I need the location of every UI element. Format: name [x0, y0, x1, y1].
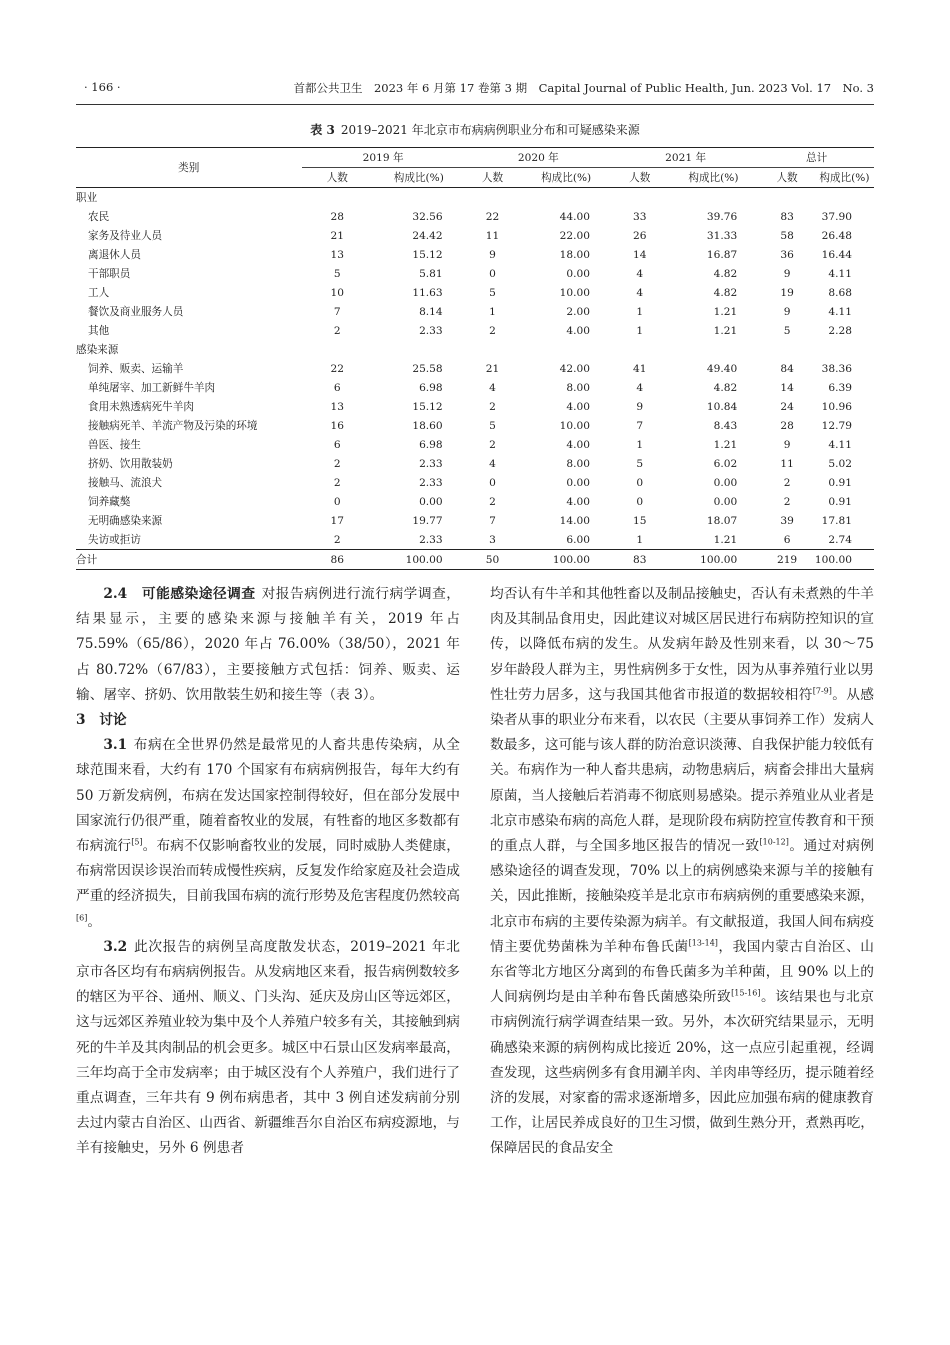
cell: 8.43: [713, 419, 738, 432]
cell: 21: [330, 229, 344, 242]
cell: 7: [333, 305, 341, 318]
cell: 2.28: [828, 324, 852, 337]
cell: 13: [330, 248, 344, 261]
cell: 14: [633, 248, 647, 261]
cell: 22.00: [559, 229, 590, 242]
cell: 0.00: [713, 495, 738, 508]
cell: 37.90: [821, 210, 852, 223]
row-label: 干部职员: [88, 268, 131, 280]
table-title: 2019–2021 年北京市布病病例职业分布和可疑感染来源: [340, 123, 640, 137]
cell: 10.00: [559, 419, 590, 432]
text-column-right: [490, 582, 874, 1162]
cell: 10.84: [706, 400, 738, 413]
cell: 0.00: [566, 267, 590, 280]
cell: 25.58: [412, 362, 443, 375]
row-label: 离退休人员: [88, 249, 141, 261]
cell: 16: [330, 419, 344, 432]
cell: 39.76: [706, 210, 738, 223]
row-label: 合计: [76, 550, 302, 570]
running-header: [76, 80, 874, 100]
col-count: 人数: [759, 168, 815, 188]
citation: [13-14]: [688, 938, 718, 948]
col-count: 人数: [612, 168, 668, 188]
row-label: 饲养、贩卖、运输羊: [88, 363, 184, 375]
cell: 19: [780, 286, 794, 299]
cell: 84: [780, 362, 794, 375]
table-row: [76, 207, 874, 226]
cell: 14: [780, 381, 794, 394]
cell: 2.33: [419, 457, 443, 470]
section-3-2: [76, 935, 460, 1162]
cell: 4: [636, 267, 644, 280]
cell: 16.87: [706, 248, 738, 261]
cell: 0.91: [828, 495, 852, 508]
page-number: · 166 ·: [84, 80, 121, 94]
section-3-1: [76, 733, 460, 935]
col-pct: 构成比(%): [373, 168, 465, 188]
cell: 22: [330, 362, 344, 375]
header-rule: [76, 104, 874, 105]
cell: 0.91: [828, 476, 852, 489]
cell: 39: [780, 514, 794, 527]
cell: 31.33: [706, 229, 738, 242]
row-label: 无明确感染来源: [88, 515, 163, 527]
cell: 15.12: [412, 400, 443, 413]
cell: 42.00: [559, 362, 590, 375]
row-label: 挤奶、饮用散装奶: [88, 458, 173, 470]
group-occupation: 职业: [76, 192, 98, 204]
cell: 5.81: [419, 267, 443, 280]
cell: 2.00: [566, 305, 590, 318]
cell: 13: [330, 400, 344, 413]
cell: 4: [489, 457, 496, 470]
cell: 36: [780, 248, 794, 261]
cell: 4.00: [566, 400, 590, 413]
paragraph-text: 。布病不仅影响畜牧业的发展，同时威胁人类健康，布病常因误诊误治而转成慢性疾病，反复发作给家庭及社会造成严重的经济损失，目前我国布病的流行形势及危害程度仍然较高: [76, 838, 460, 905]
section-2-4-title: 2.4 可能感染途径调查: [103, 586, 256, 602]
cell: 2: [489, 438, 496, 451]
cell: 2: [783, 495, 791, 508]
cell: 21: [485, 362, 500, 375]
cell: 4.82: [713, 286, 738, 299]
cell: 0: [333, 495, 341, 508]
cell: 4: [636, 381, 644, 394]
cell: 6.98: [419, 438, 443, 451]
paragraph-text: 。该结果也与北京市病例流行病学调查结果一致。另外，本次研究结果显示，无明确感染来源的病例构成比接近 20%，这一点应引起重视，经调查发现，这些病例多有食用涮羊肉、羊肉串等经历，提示随着经济的发展，对家畜的需求逐渐增多，因此应加强布病的健康教育工作，让居民养成良好的卫生习惯，做到生熟分开，煮熟再吃，保障居民的食品安全: [490, 989, 874, 1157]
col-pct: 构成比(%): [668, 168, 760, 188]
cell: 44.00: [559, 210, 590, 223]
cell: 10.96: [821, 400, 852, 413]
cell: 3: [489, 533, 496, 546]
table-row: [76, 378, 874, 397]
row-label: 农民: [88, 211, 110, 223]
cell: 4: [489, 381, 496, 394]
cell: 24: [780, 400, 794, 413]
table-label: 表 3: [310, 123, 335, 137]
table-row: [76, 416, 874, 435]
table-row: [76, 264, 874, 283]
cell: 2.33: [419, 324, 443, 337]
cell: 15.12: [412, 248, 443, 261]
cell: 0.00: [713, 476, 738, 489]
cell: 26: [633, 229, 647, 242]
row-label: 失访或拒访: [88, 534, 141, 546]
cell: 9: [783, 305, 791, 318]
occupation-source-table: [76, 147, 874, 570]
table-row: [76, 435, 874, 454]
cell: 5: [636, 457, 644, 470]
table-row: [76, 473, 874, 492]
cell: 9: [489, 248, 496, 261]
cell: 2: [783, 476, 791, 489]
paragraph-text: 对报告病例进行流行病学调查，结果显示，主要的感染来源与接触羊有关，2019 年占 75.59%（65/86），2020 年占 76.00%（38/50），2021 年占 80.72%（67/83），主要接触方式包括：饲养、贩卖、运输、屠宰、挤奶、饮用散装生奶和接生等（表 3）。: [76, 586, 460, 703]
cell: 1: [489, 305, 496, 318]
cell: 0: [489, 267, 496, 280]
cell: 0: [636, 495, 644, 508]
col-pct: 构成比(%): [815, 168, 874, 188]
table-row: [76, 283, 874, 302]
table-row: [76, 226, 874, 245]
citation: [6]: [76, 913, 88, 923]
col-year-2020: 2020 年: [465, 148, 612, 168]
cell: 4.11: [828, 438, 852, 451]
table-row: [76, 530, 874, 550]
cell: 5: [333, 267, 341, 280]
cell: 0.00: [566, 476, 590, 489]
group-infection-source: 感染来源: [76, 344, 119, 356]
cell: 219: [759, 550, 815, 570]
section-number: 3.1: [103, 737, 128, 754]
cell: 7: [636, 419, 644, 432]
cell: 18.60: [412, 419, 443, 432]
cell: 2: [333, 457, 341, 470]
row-label: 接触病死羊、羊流产物及污染的环境: [88, 420, 258, 432]
cell: 5: [783, 324, 791, 337]
cell: 0: [489, 476, 496, 489]
section-2-4: [76, 582, 460, 708]
paragraph-text: ，我国内蒙古自治区、山东省等北方地区分离到的布鲁氏菌多为羊种菌，且 90% 以上的人间病例均是由羊种布鲁氏菌感染所致: [490, 938, 874, 1006]
cell: 2: [489, 400, 496, 413]
cell: 6.39: [828, 381, 852, 394]
cell: 58: [780, 229, 794, 242]
cell: 38.36: [821, 362, 852, 375]
cell: 2: [489, 324, 496, 337]
citation: [5]: [131, 837, 143, 847]
cell: 100.00: [668, 550, 760, 570]
cell: 1: [636, 324, 644, 337]
cell: 5: [489, 286, 496, 299]
cell: 19.77: [412, 514, 443, 527]
citation: [10-12]: [759, 837, 789, 847]
cell: 8.14: [419, 305, 443, 318]
cell: 17.81: [821, 514, 852, 527]
row-label: 食用未熟透病死牛羊肉: [88, 401, 194, 413]
cell: 86: [302, 550, 373, 570]
table-row: [76, 245, 874, 264]
cell: 6: [783, 533, 791, 546]
cell: 6.98: [419, 381, 443, 394]
cell: 8.00: [566, 381, 590, 394]
cell: 4.00: [566, 495, 590, 508]
cell: 5: [489, 419, 496, 432]
cell: 16.44: [821, 248, 852, 261]
cell: 9: [783, 267, 791, 280]
journal-info: 首都公共卫生 2023 年 6 月第 17 卷第 3 期 Capital Journal of Public Health, Jun. 2023 Vol. 17 No. 3: [293, 81, 874, 95]
paragraph-text: 布病在全世界仍然是最常见的人畜共患传染病，从全球范围来看，大约有 170 个国家有布病病例报告，每年大约有 50 万新发病例，布病在发达国家控制得较好，但在部分发展中国家流行仍很严重，随着畜牧业的发展，有牲畜的地区多数都有布病流行: [76, 737, 460, 855]
cell: 41: [633, 362, 647, 375]
cell: 4.11: [828, 305, 852, 318]
cell: 26.48: [821, 229, 852, 242]
cell: 10.00: [559, 286, 590, 299]
cell: 1.21: [713, 324, 738, 337]
cell: 2: [333, 324, 341, 337]
section-3-2-continued: [490, 582, 874, 1162]
cell: 28: [780, 419, 794, 432]
cell: 17: [330, 514, 344, 527]
cell: 6: [333, 438, 341, 451]
cell: 1: [636, 533, 644, 546]
cell: 2: [333, 533, 341, 546]
row-label: 单纯屠宰、加工新鲜牛羊肉: [88, 382, 216, 394]
citation: [7-9]: [812, 686, 832, 696]
cell: 4.11: [828, 267, 852, 280]
cell: 14.00: [559, 514, 590, 527]
row-label: 家务及待业人员: [88, 230, 163, 242]
col-pct: 构成比(%): [520, 168, 612, 188]
citation: [15-16]: [731, 988, 761, 998]
cell: 10: [330, 286, 344, 299]
paragraph-text: 此次报告的病例呈高度散发状态，2019–2021 年北京市各区均有布病病例报告。从发病地区来看，报告病例数较多的辖区为平谷、通州、顺义、门头沟、延庆及房山区等远郊区，这与远郊区养殖业较为集中及个人养殖户较多有关，其接触到病死的牛羊及其肉制品的机会更多。城区中石景山区发病率最高，三年均高于全市发病率；由于城区没有个人养殖户，我们进行了重点调查，三年共有 9 例布病患者，其中 3 例自述发病前分别去过内蒙古自治区、山西省、新疆维吾尔自治区布病疫源地，与羊有接触史，另外 6 例患者: [76, 938, 460, 1157]
col-year-2019: 2019 年: [302, 148, 465, 168]
table-row: [76, 397, 874, 416]
col-year-2021: 2021 年: [612, 148, 759, 168]
cell: 83: [612, 550, 668, 570]
col-total: 总计: [759, 148, 874, 168]
row-label: 其他: [88, 325, 110, 337]
table-row: [76, 321, 874, 340]
cell: 2: [489, 495, 496, 508]
cell: 4.00: [566, 324, 590, 337]
cell: 1.21: [713, 305, 738, 318]
cell: 18.07: [706, 514, 738, 527]
row-label: 饲养藏獒: [88, 496, 131, 508]
cell: 8.68: [828, 286, 852, 299]
text-column-left: [76, 582, 460, 1162]
table-row: [76, 511, 874, 530]
row-label: 兽医、接生: [88, 439, 141, 451]
table-row: [76, 359, 874, 378]
row-label: 餐饮及商业服务人员: [88, 306, 184, 318]
cell: 12.79: [821, 419, 852, 432]
cell: 11: [780, 457, 794, 470]
section-3-heading: 3 讨论: [76, 712, 127, 729]
cell: 9: [783, 438, 791, 451]
cell: 6: [333, 381, 341, 394]
cell: 6.00: [566, 533, 590, 546]
cell: 1: [636, 305, 644, 318]
row-label: 工人: [88, 287, 110, 299]
cell: 5.02: [828, 457, 852, 470]
cell: 9: [636, 400, 644, 413]
cell: 50: [465, 550, 521, 570]
cell: 1.21: [713, 533, 738, 546]
cell: 4: [636, 286, 644, 299]
cell: 4.82: [713, 381, 738, 394]
cell: 11.63: [412, 286, 443, 299]
paragraph-text: 。从感染者从事的职业分布来看，以农民（主要从事饲养工作）发病人数最多，这可能与该人群的防治意识淡薄、自我保护能力较低有关。布病作为一种人畜共患病，动物患病后，病畜会排出大量病原菌，当人接触后若消毒不彻底则易感染。提示养殖业从业者是北京市感染布病的高危人群，是现阶段布病防控宣传教育和干预的重点人群，与全国多地区报告的情况一致: [490, 686, 874, 855]
cell: 28: [330, 210, 344, 223]
table-row-total: [76, 550, 874, 570]
section-number: 3.2: [103, 938, 128, 955]
cell: 100.00: [373, 550, 465, 570]
cell: 6.02: [713, 457, 738, 470]
col-count: 人数: [465, 168, 521, 188]
cell: 83: [780, 210, 794, 223]
paragraph-text: 。通过对病例感染途径的调查发现，70% 以上的病例感染来源与羊的接触有关，因此推断，接触染疫羊是北京市布病病例的重要感染来源，北京市布病的主要传染源为病羊。有文献报道，我国人间布病疫情主要优势菌株为羊种布鲁氏菌: [490, 838, 874, 955]
cell: 2.74: [828, 533, 852, 546]
paragraph-text: 均否认有牛羊和其他牲畜以及制品接触史，否认有未煮熟的牛羊肉及其制品食用史，因此建议对城区居民进行布病防控知识的宣传，以降低布病的发生。从发病年龄及性别来看，以 30～75 岁年龄段人群为主，男性病例多于女性，因为从事养殖行业以男性壮劳力居多，这与我国其他省市报道的数据较相符: [490, 586, 874, 703]
col-category: 类别: [76, 148, 302, 188]
table-row: [76, 492, 874, 511]
cell: 18.00: [559, 248, 590, 261]
cell: 8.00: [566, 457, 590, 470]
paragraph-text: 。: [87, 913, 102, 930]
cell: 2.33: [419, 476, 443, 489]
cell: 22: [485, 210, 500, 223]
table-row: [76, 302, 874, 321]
cell: 24.42: [412, 229, 443, 242]
cell: 33: [633, 210, 647, 223]
cell: 4.82: [713, 267, 738, 280]
cell: 49.40: [706, 362, 738, 375]
cell: 2.33: [419, 533, 443, 546]
row-label: 接触马、流浪犬: [88, 477, 163, 489]
cell: 0.00: [419, 495, 443, 508]
cell: 2: [333, 476, 341, 489]
cell: 100.00: [815, 550, 874, 570]
col-count: 人数: [302, 168, 373, 188]
table-row: [76, 454, 874, 473]
cell: 32.56: [412, 210, 443, 223]
cell: 100.00: [520, 550, 612, 570]
cell: 1: [636, 438, 644, 451]
cell: 7: [489, 514, 496, 527]
cell: 0: [636, 476, 644, 489]
cell: 1.21: [713, 438, 738, 451]
table-caption: [0, 121, 950, 138]
cell: 11: [485, 229, 500, 242]
cell: 4.00: [566, 438, 590, 451]
cell: 15: [633, 514, 647, 527]
